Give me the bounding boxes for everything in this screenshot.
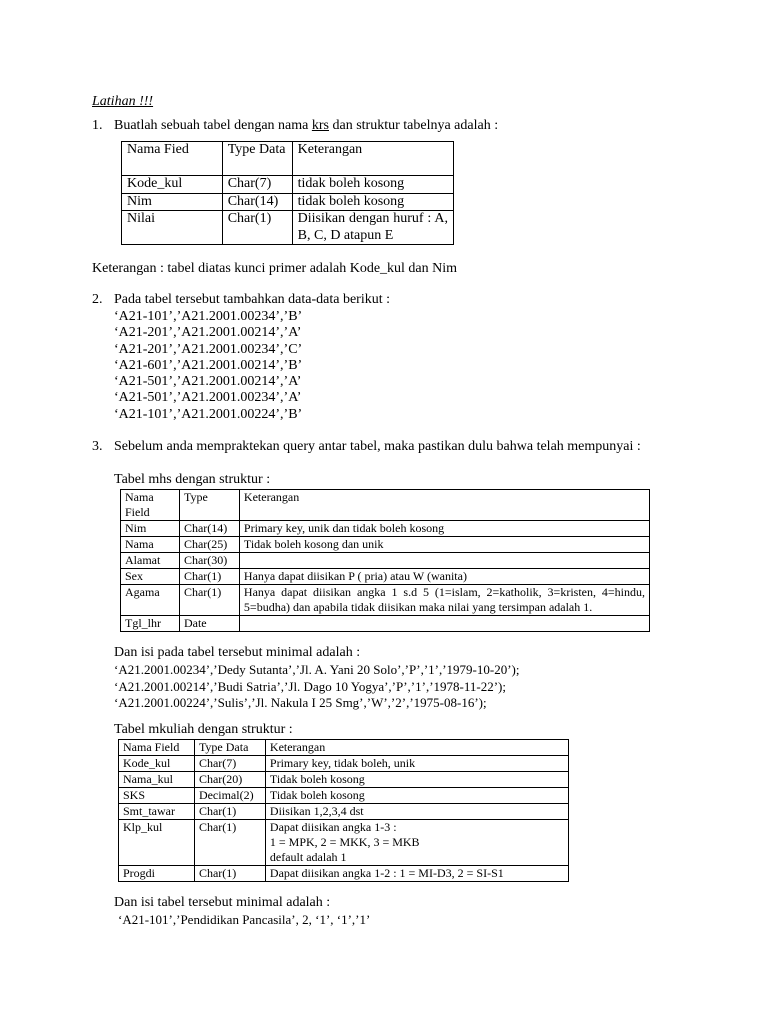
table-row [119, 820, 569, 866]
table-row [121, 553, 650, 569]
q2-data-list [114, 309, 302, 423]
table-cell: Alamat [121, 553, 180, 569]
table-cell [239, 616, 649, 632]
table-header-cell: Keterangan [265, 740, 568, 756]
table-cell: Progdi [119, 866, 195, 882]
q1-table-name: krs [311, 118, 329, 133]
table-cell: Char(14) [222, 193, 292, 211]
table-cell: Tidak boleh kosong [265, 788, 568, 804]
q3-text: Sebelum anda mempraktekan query antar tabel, maka pastikan dulu bahwa telah mempunyai : [114, 439, 641, 454]
table-cell: Diisikan dengan huruf : A, B, C, D atapun E [292, 211, 453, 245]
table-header-cell: Type Data [194, 740, 265, 756]
table-cell: Nim [122, 193, 223, 211]
mhs-table [120, 489, 650, 632]
list-item: ‘A21-201’,’A21.2001.00234’,’C’ [114, 341, 303, 357]
table-cell: Primary key, tidak boleh, unik [265, 756, 568, 772]
q2-text: Pada tabel tersebut tambahkan data-data berikut : [114, 292, 391, 307]
table-header-cell: Keterangan [292, 142, 453, 176]
table-header-row [121, 490, 650, 521]
table-cell: tidak boleh kosong [292, 176, 453, 194]
page-title: Latihan !!! [92, 94, 154, 109]
list-item: ‘A21-501’,’A21.2001.00234’,’A’ [114, 390, 302, 406]
table-cell: Char(1) [194, 866, 265, 882]
table-cell: Char(25) [179, 537, 239, 553]
table-cell: Nama_kul [119, 772, 195, 788]
table-cell: Kode_kul [122, 176, 223, 194]
table-row [119, 772, 569, 788]
table-header-cell: Nama Field [119, 740, 195, 756]
table-cell: Sex [121, 569, 180, 585]
list-item: ‘A21-101’,’A21.2001.00234’,’B’ [114, 309, 303, 324]
list-item: ‘A21-501’,’A21.2001.00214’,’A’ [114, 374, 302, 390]
table-row [122, 176, 454, 194]
table-cell: Diisikan 1,2,3,4 dst [265, 804, 568, 820]
table-row [121, 585, 650, 616]
table-cell: Smt_tawar [119, 804, 195, 820]
list-item: ‘A21.2001.00234’,’Dedy Sutanta’,’Jl. A. Yani 20 Solo’,’P’,’1’,’1979-10-20’); [114, 662, 520, 677]
list-item: ‘A21.2001.00214’,’Budi Satria’,’Jl. Dago 10 Yogya’,’P’,’1’,’1978-11-22’); [114, 678, 506, 694]
table-cell: Nilai [122, 211, 223, 245]
table-cell: Hanya dapat diisikan P ( pria) atau W (wanita) [239, 569, 649, 585]
table-header-row [119, 740, 569, 756]
list-item: ‘A21.2001.00224’,’Sulis’,’Jl. Nakula I 25 Smg’,’W’,’2’,’1975-08-16’); [114, 695, 487, 710]
q1-text [114, 118, 498, 134]
mhs-fill-intro: Dan isi pada tabel tersebut minimal adalah : [114, 645, 361, 660]
table-row [122, 193, 454, 211]
table-cell: Tidak boleh kosong [265, 772, 568, 788]
table-cell: Date [179, 616, 239, 632]
table-row [121, 616, 650, 632]
mkuliah-intro: Tabel mkuliah dengan struktur : [114, 722, 293, 737]
table-cell: Char(1) [194, 804, 265, 820]
table-cell: Char(1) [194, 820, 265, 866]
table-row [119, 804, 569, 820]
table-cell: Tidak boleh kosong dan unik [239, 537, 649, 553]
table-cell: Nim [121, 521, 180, 537]
table-cell: Dapat diisikan angka 1-2 : 1 = MI-D3, 2 = SI-S1 [265, 866, 568, 882]
q1-text-before: Buatlah sebuah tabel dengan nama [114, 118, 312, 133]
table-cell [239, 553, 649, 569]
table-cell: Primary key, unik dan tidak boleh kosong [239, 521, 649, 537]
list-item: ‘A21-601’,’A21.2001.00214’,’B’ [114, 357, 303, 373]
table-row [121, 521, 650, 537]
table-cell: Char(14) [179, 521, 239, 537]
list-item: ‘A21-101’,’A21.2001.00224’,’B’ [114, 406, 303, 422]
mkuliah-table [118, 739, 569, 882]
list-item: ‘A21-201’,’A21.2001.00214’,’A’ [114, 325, 302, 341]
table-cell: tidak boleh kosong [292, 193, 453, 211]
q1-text-after: dan struktur tabelnya adalah : [329, 118, 499, 133]
keterangan-text: Keterangan : tabel diatas kunci primer adalah Kode_kul dan Nim [92, 261, 458, 276]
table-cell: Agama [121, 585, 180, 616]
krs-table [121, 141, 454, 245]
q1-number: 1. [92, 118, 103, 133]
table-row [119, 866, 569, 882]
table-cell: Char(7) [222, 176, 292, 194]
table-header-cell: Nama Fied [122, 142, 223, 176]
table-cell: Decimal(2) [194, 788, 265, 804]
table-cell: Klp_kul [119, 820, 195, 866]
mhs-intro: Tabel mhs dengan struktur : [114, 472, 271, 487]
table-cell: Dapat diisikan angka 1-3 : 1 = MPK, 2 = MKK, 3 = MKB default adalah 1 [265, 820, 568, 866]
table-header-cell: Nama Field [121, 490, 180, 521]
table-row [121, 569, 650, 585]
table-header-row [122, 142, 454, 176]
mhs-data-list [114, 662, 520, 712]
table-row [119, 756, 569, 772]
table-header-cell: Type Data [222, 142, 292, 176]
mkuliah-data: ‘A21-101’,’Pendidikan Pancasila’, 2, ‘1’, ‘1’,’1’ [118, 912, 371, 927]
table-cell: Char(20) [194, 772, 265, 788]
table-header-cell: Type [179, 490, 239, 521]
table-cell: SKS [119, 788, 195, 804]
table-cell: Char(1) [222, 211, 292, 245]
table-cell: Char(1) [179, 585, 239, 616]
table-row [119, 788, 569, 804]
mkuliah-fill-intro: Dan isi tabel tersebut minimal adalah : [114, 895, 331, 910]
table-cell: Char(30) [179, 553, 239, 569]
table-cell: Tgl_lhr [121, 616, 180, 632]
table-cell: Char(1) [179, 569, 239, 585]
table-cell: Nama [121, 537, 180, 553]
table-header-cell: Keterangan [239, 490, 649, 521]
table-cell: Hanya dapat diisikan angka 1 s.d 5 (1=islam, 2=katholik, 3=kristen, 4=hindu, 5=budha) dan apabila tidak diisikan maka nilai yang tersimpan adalah 1. [239, 585, 649, 616]
table-cell: Char(7) [194, 756, 265, 772]
table-cell: Kode_kul [119, 756, 195, 772]
table-row [122, 211, 454, 245]
q2-number: 2. [92, 292, 103, 307]
q3-number: 3. [92, 439, 103, 454]
table-row [121, 537, 650, 553]
